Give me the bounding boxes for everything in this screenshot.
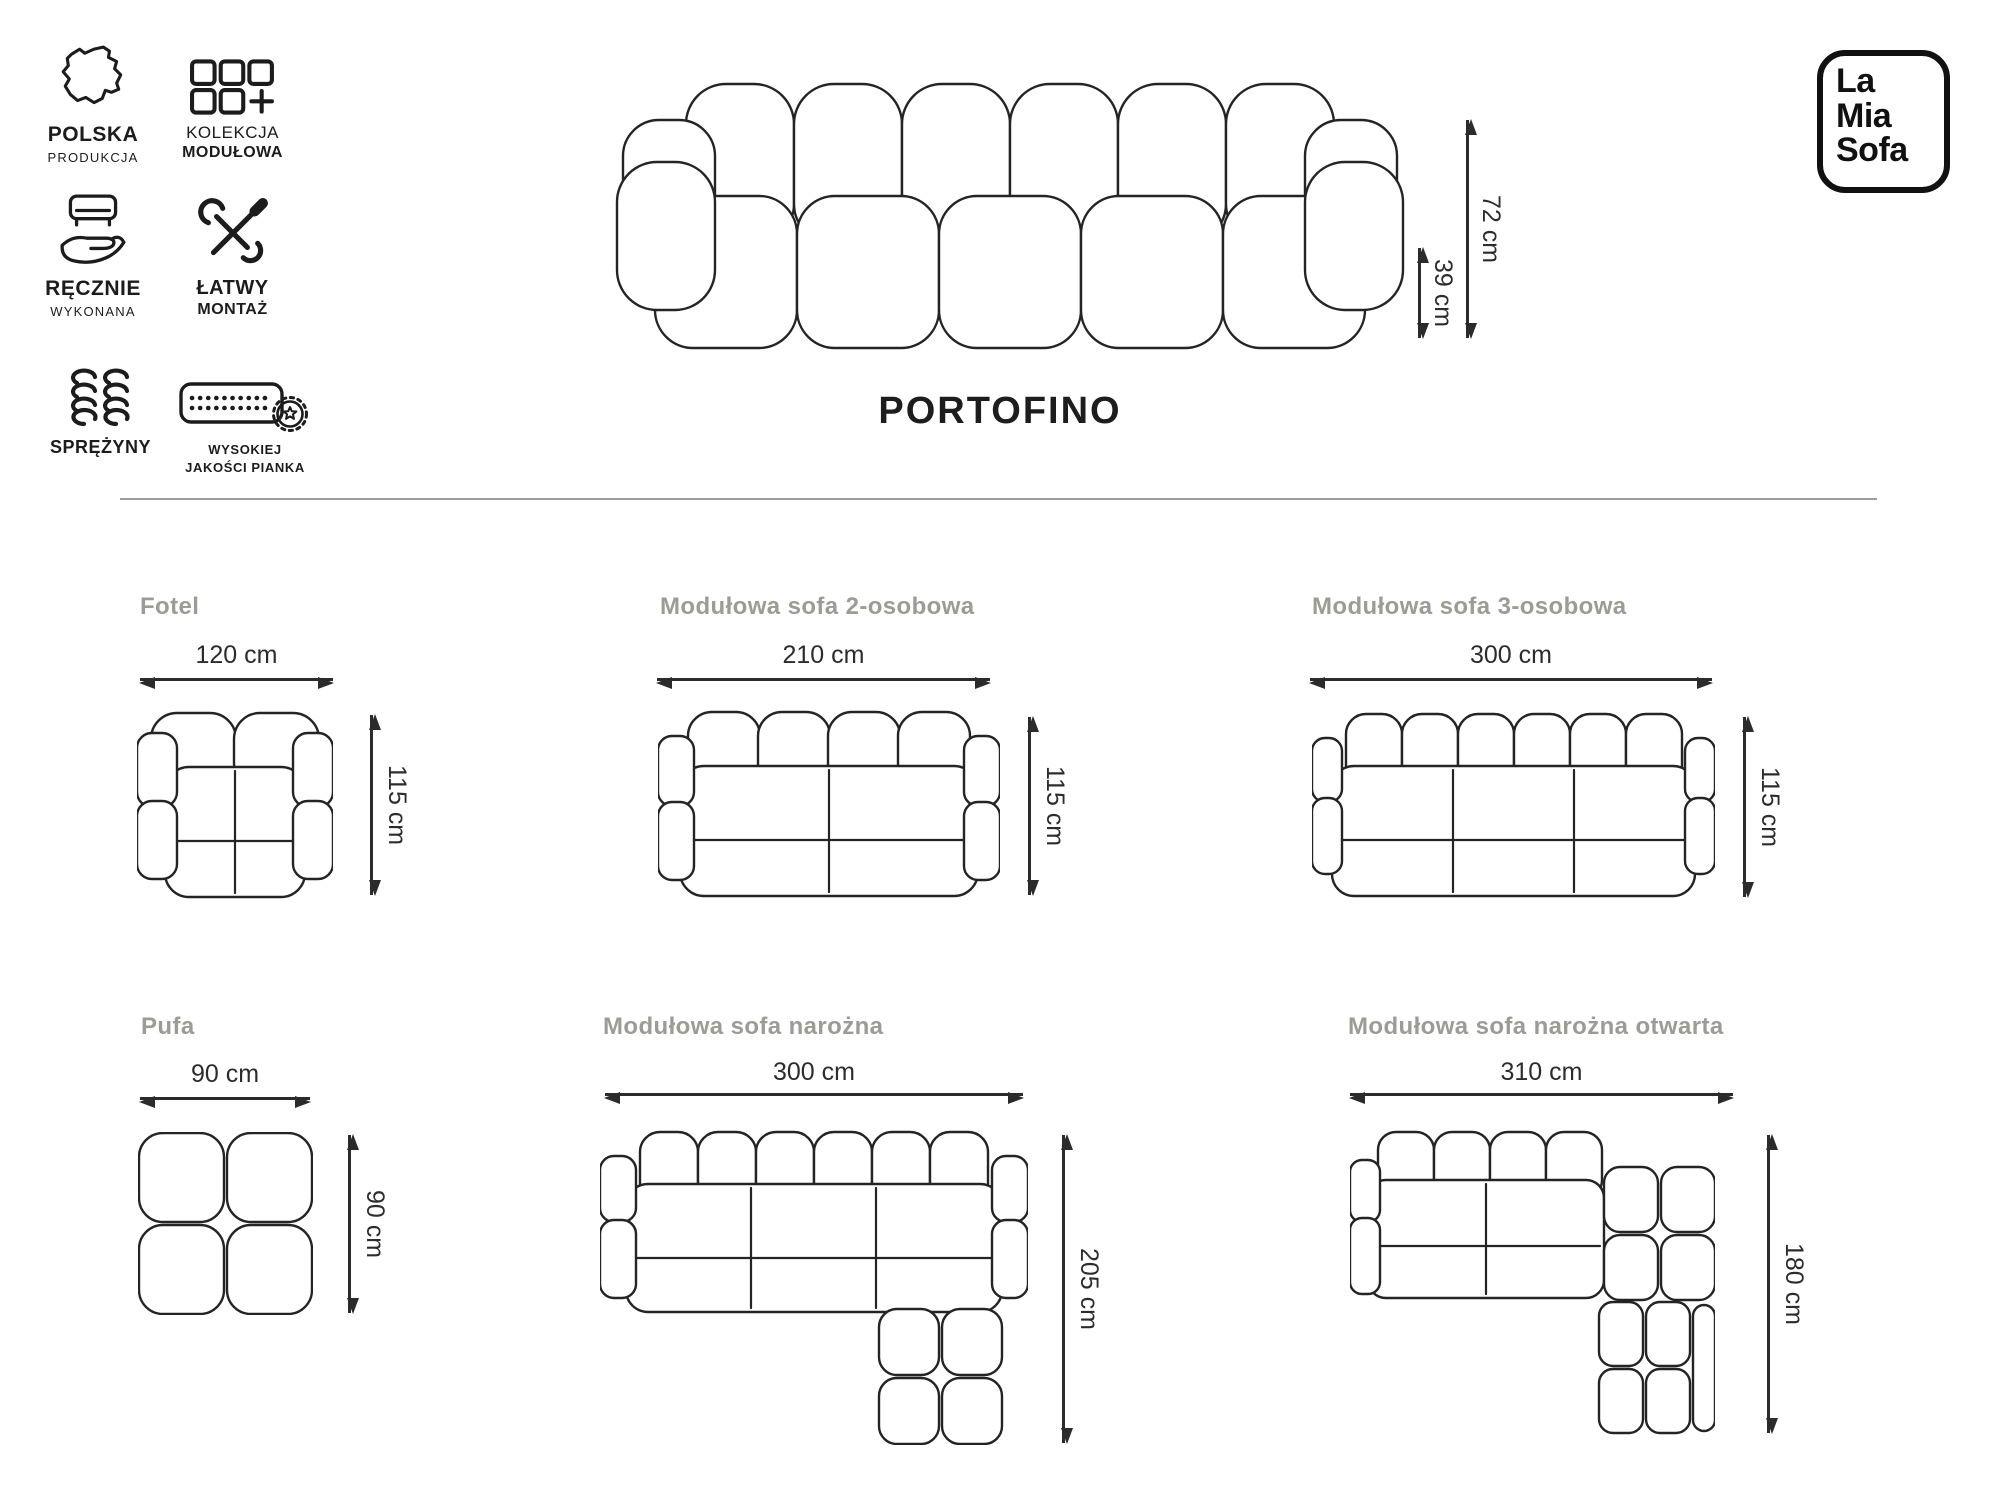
sofa2-width-label: 210 cm xyxy=(782,641,865,669)
badge-label: WYSOKIEJ xyxy=(208,442,282,457)
sofa-front-view-drawing xyxy=(615,78,1405,353)
fotel-depth-arrow xyxy=(370,715,373,895)
badge-sublabel: WYKONANA xyxy=(50,304,136,320)
narozna-depth-arrow xyxy=(1062,1135,1065,1443)
sofa2-width-arrow xyxy=(657,678,990,681)
handmade-sofa-hand-icon xyxy=(32,188,154,270)
sofa2-top-view-drawing xyxy=(658,710,1000,900)
narozna-width-arrow xyxy=(605,1093,1023,1096)
fotel-width-arrow xyxy=(140,678,333,681)
otwarta-width-arrow xyxy=(1350,1093,1733,1096)
product-title-pufa: Pufa xyxy=(141,1013,195,1040)
total-height-arrow xyxy=(1466,120,1469,338)
product-name-title: PORTOFINO xyxy=(878,390,1122,432)
badge-label: POLSKA xyxy=(47,123,139,146)
seat-height-arrow xyxy=(1418,248,1421,338)
product-title-otwarta: Modułowa sofa narożna otwarta xyxy=(1348,1013,1724,1040)
product-title-sofa3: Modułowa sofa 3-osobowa xyxy=(1312,593,1627,620)
easy-assembly-tools-icon xyxy=(160,188,305,270)
fotel-top-view-drawing xyxy=(137,711,333,899)
badge-label: KOLEKCJA xyxy=(186,123,279,142)
product-title-fotel: Fotel xyxy=(140,593,200,620)
seat-height-label: 39 cm xyxy=(1429,258,1457,328)
badge-label: RĘCZNIE xyxy=(45,277,141,300)
narozna-width-label: 300 cm xyxy=(773,1058,855,1086)
badge-sprezyny xyxy=(38,366,163,458)
narozna-top-view-drawing xyxy=(600,1130,1028,1445)
badge-recznie-wykonana xyxy=(32,188,154,319)
otwarta-depth-arrow xyxy=(1767,1135,1770,1433)
total-height-label: 72 cm xyxy=(1477,194,1505,264)
pufa-width-label: 90 cm xyxy=(190,1060,260,1088)
sofa3-width-arrow xyxy=(1310,678,1712,681)
sofa3-depth-arrow xyxy=(1743,717,1746,897)
otwarta-depth-label: 180 cm xyxy=(1780,1243,1808,1325)
pufa-depth-arrow xyxy=(348,1135,351,1313)
logo-line: Sofa xyxy=(1836,131,1908,170)
badge-label: ŁATWY xyxy=(196,277,269,299)
section-divider xyxy=(120,498,1877,500)
pufa-width-arrow xyxy=(140,1097,310,1100)
product-title-sofa2: Modułowa sofa 2-osobowa xyxy=(660,593,975,620)
modular-collection-icon xyxy=(160,40,305,116)
badge-sublabel: PRODUKCJA xyxy=(47,150,139,166)
pufa-depth-label: 90 cm xyxy=(361,1189,389,1259)
badge-label: SPRĘŻYNY xyxy=(49,437,152,457)
badge-kolekcja-modulowa xyxy=(160,40,305,163)
logo-line: Mia xyxy=(1836,96,1892,135)
poland-map-icon xyxy=(32,40,154,116)
sofa2-depth-label: 115 cm xyxy=(1041,765,1069,847)
sofa3-top-view-drawing xyxy=(1312,712,1715,898)
lamiasofa-logo xyxy=(1817,50,1950,193)
otwarta-width-label: 310 cm xyxy=(1500,1058,1583,1086)
badge-polska-produkcja xyxy=(32,40,154,165)
sofa3-width-label: 300 cm xyxy=(1470,641,1552,669)
sofa2-depth-arrow xyxy=(1028,717,1031,895)
high-quality-foam-icon xyxy=(165,372,325,434)
badge-wysokiej-jakosci-pianka xyxy=(165,372,325,476)
logo-line: La xyxy=(1836,62,1875,100)
narozna-depth-label: 205 cm xyxy=(1075,1248,1103,1330)
sofa3-depth-label: 115 cm xyxy=(1756,766,1784,848)
pufa-top-view-drawing xyxy=(138,1132,313,1315)
badge-sublabel: JAKOŚCI PIANKA xyxy=(185,459,305,475)
fotel-width-label: 120 cm xyxy=(195,641,278,669)
badge-latwy-montaz xyxy=(160,188,305,319)
badge-sublabel: MODUŁOWA xyxy=(182,144,283,162)
springs-icon xyxy=(38,366,163,430)
otwarta-top-view-drawing xyxy=(1350,1130,1715,1435)
badge-sublabel: MONTAŻ xyxy=(197,301,268,318)
fotel-depth-label: 115 cm xyxy=(383,764,411,846)
product-title-narozna: Modułowa sofa narożna xyxy=(603,1013,884,1040)
